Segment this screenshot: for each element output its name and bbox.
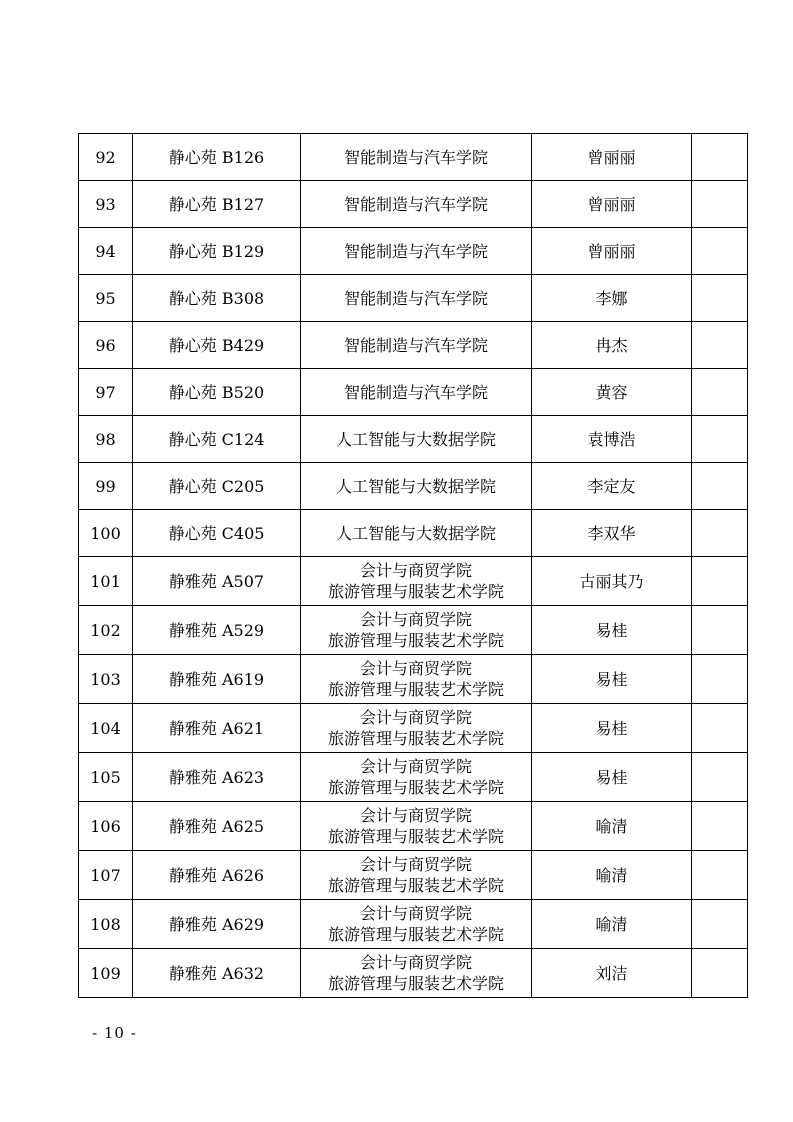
row-number-cell: 101 bbox=[79, 557, 133, 606]
person-cell: 古丽其乃 bbox=[532, 557, 692, 606]
note-cell bbox=[692, 655, 748, 704]
table-row bbox=[79, 416, 748, 463]
room-cell: 静雅苑 A529 bbox=[133, 606, 301, 655]
row-number-cell: 107 bbox=[79, 851, 133, 900]
row-number-cell: 93 bbox=[79, 181, 133, 228]
table-row bbox=[79, 704, 748, 753]
row-number-cell: 102 bbox=[79, 606, 133, 655]
person-cell: 喻清 bbox=[532, 802, 692, 851]
college-name: 旅游管理与服装艺术学院 bbox=[327, 876, 504, 895]
college-cell bbox=[301, 322, 532, 369]
row-number-cell: 109 bbox=[79, 949, 133, 998]
row-number-cell: 96 bbox=[79, 322, 133, 369]
row-number-cell: 100 bbox=[79, 510, 133, 557]
table-row bbox=[79, 802, 748, 851]
college-cell bbox=[301, 463, 532, 510]
college-name: 人工智能与大数据学院 bbox=[335, 523, 496, 543]
college-name: 旅游管理与服装艺术学院 bbox=[327, 582, 504, 601]
college-cell bbox=[301, 655, 532, 704]
room-cell: 静雅苑 A629 bbox=[133, 900, 301, 949]
row-number-cell: 103 bbox=[79, 655, 133, 704]
note-cell bbox=[692, 802, 748, 851]
row-number-cell: 97 bbox=[79, 369, 133, 416]
note-cell bbox=[692, 900, 748, 949]
person-cell: 易桂 bbox=[532, 704, 692, 753]
room-cell: 静心苑 C124 bbox=[133, 416, 301, 463]
person-cell: 易桂 bbox=[532, 753, 692, 802]
row-number-cell: 95 bbox=[79, 275, 133, 322]
college-name: 人工智能与大数据学院 bbox=[335, 476, 496, 496]
row-number-cell: 92 bbox=[79, 134, 133, 181]
college-name: 会计与商贸学院 bbox=[359, 757, 472, 776]
page-number: - 10 - bbox=[92, 1024, 137, 1042]
room-cell: 静心苑 B520 bbox=[133, 369, 301, 416]
room-cell: 静心苑 B429 bbox=[133, 322, 301, 369]
college-cell bbox=[301, 181, 532, 228]
college-cell bbox=[301, 228, 532, 275]
college-name: 旅游管理与服装艺术学院 bbox=[327, 925, 504, 944]
note-cell bbox=[692, 369, 748, 416]
note-cell bbox=[692, 322, 748, 369]
college-name: 智能制造与汽车学院 bbox=[343, 147, 488, 167]
room-cell: 静雅苑 A626 bbox=[133, 851, 301, 900]
table-row bbox=[79, 900, 748, 949]
note-cell bbox=[692, 510, 748, 557]
row-number-cell: 108 bbox=[79, 900, 133, 949]
college-name: 会计与商贸学院 bbox=[359, 806, 472, 825]
college-name: 会计与商贸学院 bbox=[359, 610, 472, 629]
college-name: 智能制造与汽车学院 bbox=[343, 288, 488, 308]
table-row bbox=[79, 510, 748, 557]
table-row bbox=[79, 275, 748, 322]
room-cell: 静雅苑 A632 bbox=[133, 949, 301, 998]
person-cell: 曾丽丽 bbox=[532, 228, 692, 275]
table-row bbox=[79, 228, 748, 275]
room-cell: 静心苑 B129 bbox=[133, 228, 301, 275]
table-row bbox=[79, 557, 748, 606]
row-number-cell: 106 bbox=[79, 802, 133, 851]
dormitory-table bbox=[78, 133, 748, 998]
person-cell: 刘洁 bbox=[532, 949, 692, 998]
college-name: 会计与商贸学院 bbox=[359, 904, 472, 923]
room-cell: 静心苑 C205 bbox=[133, 463, 301, 510]
note-cell bbox=[692, 557, 748, 606]
note-cell bbox=[692, 949, 748, 998]
person-cell: 李定友 bbox=[532, 463, 692, 510]
college-name: 旅游管理与服装艺术学院 bbox=[327, 827, 504, 846]
college-name: 会计与商贸学院 bbox=[359, 953, 472, 972]
college-cell bbox=[301, 851, 532, 900]
college-cell bbox=[301, 753, 532, 802]
room-cell: 静雅苑 A623 bbox=[133, 753, 301, 802]
person-cell: 易桂 bbox=[532, 655, 692, 704]
college-cell bbox=[301, 802, 532, 851]
table-row bbox=[79, 753, 748, 802]
room-cell: 静雅苑 A507 bbox=[133, 557, 301, 606]
college-name: 智能制造与汽车学院 bbox=[343, 194, 488, 214]
person-cell: 喻清 bbox=[532, 900, 692, 949]
college-name: 旅游管理与服装艺术学院 bbox=[327, 680, 504, 699]
table-row bbox=[79, 606, 748, 655]
college-name: 智能制造与汽车学院 bbox=[343, 382, 488, 402]
row-number-cell: 98 bbox=[79, 416, 133, 463]
table-row bbox=[79, 181, 748, 228]
college-cell bbox=[301, 510, 532, 557]
note-cell bbox=[692, 228, 748, 275]
college-cell bbox=[301, 369, 532, 416]
room-cell: 静心苑 B127 bbox=[133, 181, 301, 228]
person-cell: 冉杰 bbox=[532, 322, 692, 369]
college-name: 旅游管理与服装艺术学院 bbox=[327, 631, 504, 650]
college-name: 会计与商贸学院 bbox=[359, 659, 472, 678]
table-row bbox=[79, 949, 748, 998]
row-number-cell: 105 bbox=[79, 753, 133, 802]
college-cell bbox=[301, 557, 532, 606]
note-cell bbox=[692, 275, 748, 322]
room-cell: 静心苑 B308 bbox=[133, 275, 301, 322]
person-cell: 曾丽丽 bbox=[532, 134, 692, 181]
table-row bbox=[79, 655, 748, 704]
college-cell bbox=[301, 949, 532, 998]
note-cell bbox=[692, 753, 748, 802]
note-cell bbox=[692, 606, 748, 655]
college-cell bbox=[301, 134, 532, 181]
college-name: 旅游管理与服装艺术学院 bbox=[327, 974, 504, 993]
college-name: 旅游管理与服装艺术学院 bbox=[327, 778, 504, 797]
person-cell: 黄容 bbox=[532, 369, 692, 416]
table-row bbox=[79, 851, 748, 900]
table-body bbox=[79, 134, 748, 998]
college-name: 智能制造与汽车学院 bbox=[343, 241, 488, 261]
row-number-cell: 99 bbox=[79, 463, 133, 510]
room-cell: 静心苑 B126 bbox=[133, 134, 301, 181]
room-cell: 静雅苑 A619 bbox=[133, 655, 301, 704]
college-cell bbox=[301, 416, 532, 463]
note-cell bbox=[692, 416, 748, 463]
person-cell: 曾丽丽 bbox=[532, 181, 692, 228]
person-cell: 李双华 bbox=[532, 510, 692, 557]
row-number-cell: 104 bbox=[79, 704, 133, 753]
college-name: 智能制造与汽车学院 bbox=[343, 335, 488, 355]
college-name: 人工智能与大数据学院 bbox=[335, 429, 496, 449]
person-cell: 袁博浩 bbox=[532, 416, 692, 463]
table-row bbox=[79, 134, 748, 181]
note-cell bbox=[692, 704, 748, 753]
college-cell bbox=[301, 900, 532, 949]
row-number-cell: 94 bbox=[79, 228, 133, 275]
room-cell: 静雅苑 A621 bbox=[133, 704, 301, 753]
table-row bbox=[79, 322, 748, 369]
college-cell bbox=[301, 606, 532, 655]
room-cell: 静雅苑 A625 bbox=[133, 802, 301, 851]
person-cell: 李娜 bbox=[532, 275, 692, 322]
person-cell: 喻清 bbox=[532, 851, 692, 900]
college-name: 会计与商贸学院 bbox=[359, 855, 472, 874]
college-cell bbox=[301, 275, 532, 322]
note-cell bbox=[692, 181, 748, 228]
note-cell bbox=[692, 463, 748, 510]
note-cell bbox=[692, 851, 748, 900]
college-cell bbox=[301, 704, 532, 753]
table-row bbox=[79, 463, 748, 510]
college-name: 旅游管理与服装艺术学院 bbox=[327, 729, 504, 748]
room-cell: 静心苑 C405 bbox=[133, 510, 301, 557]
college-name: 会计与商贸学院 bbox=[359, 708, 472, 727]
table-row bbox=[79, 369, 748, 416]
person-cell: 易桂 bbox=[532, 606, 692, 655]
college-name: 会计与商贸学院 bbox=[359, 561, 472, 580]
note-cell bbox=[692, 134, 748, 181]
